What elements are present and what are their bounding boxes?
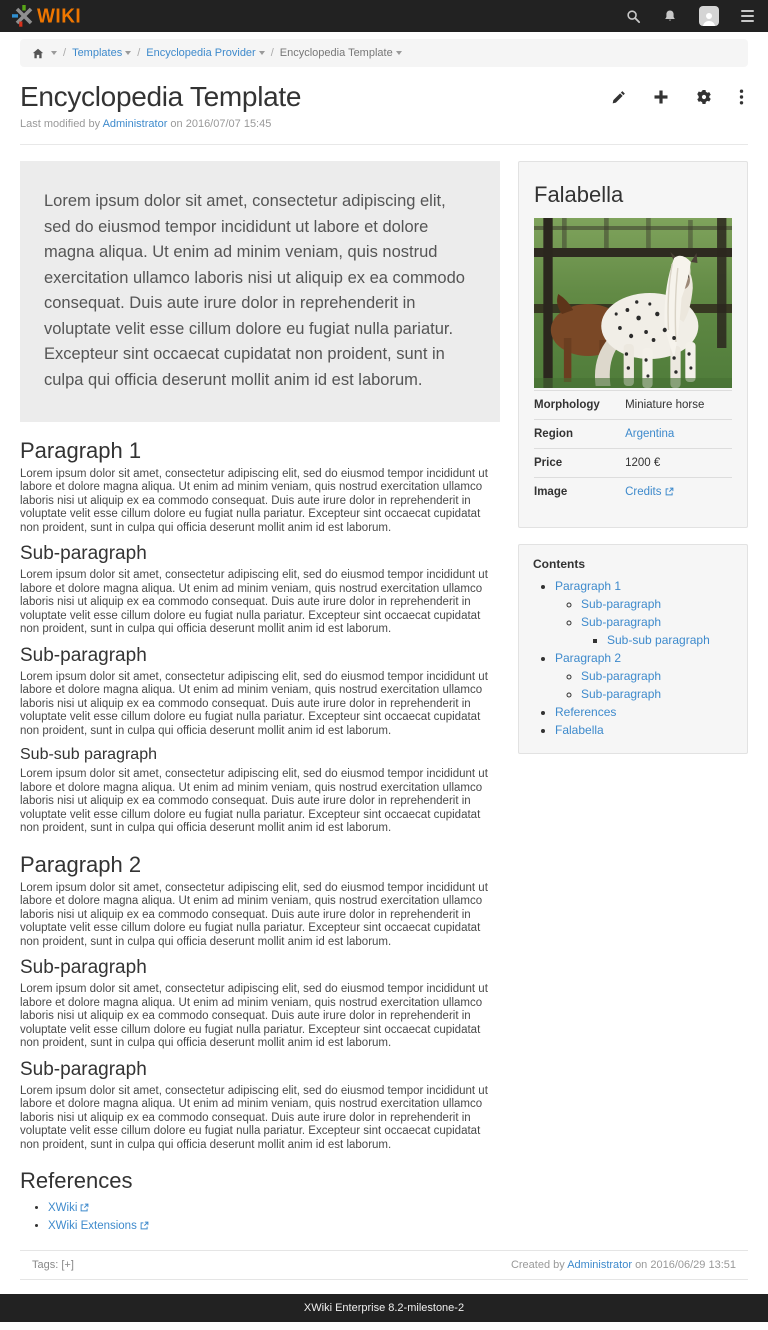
- toc-link-paragraph-2[interactable]: Paragraph 2: [555, 651, 622, 665]
- breadcrumb-separator: /: [63, 47, 67, 59]
- create-plus-icon[interactable]: [653, 89, 669, 105]
- breadcrumb-item-current[interactable]: Encyclopedia Template: [279, 47, 393, 59]
- infobox-row-value: 1200 €: [625, 457, 661, 469]
- table-row: [534, 420, 732, 449]
- references-list: [48, 1200, 500, 1236]
- infobox-table: [534, 390, 732, 507]
- external-link-icon: [80, 1201, 89, 1218]
- list-item: [555, 649, 733, 703]
- section-heading-sub-paragraph: Sub-paragraph: [20, 644, 147, 666]
- table-row: [534, 449, 732, 478]
- xwiki-logo[interactable]: [12, 5, 81, 27]
- document-content: [20, 161, 500, 1236]
- infobox-title: Falabella: [534, 182, 624, 207]
- last-modified-meta: Last modified by Administrator on 2016/07/07 15:45: [20, 118, 272, 130]
- section-body: Lorem ipsum dolor sit amet, consectetur adipiscing elit, sed do eiusmod tempor incididunt ut labore et dolore magna aliqua. Ut enim ad minim veniam, quis nostrud exercitation ullamco laboris nisi ut aliquip ex ea commodo consequat. Duis aute irure dolor in reprehenderit in voluptate velit esse cillum dolore eu fugiat nulla pariatur. Excepteur sint occaecat cupidatat non proident, sunt in culpa qui officia deserunt mollit anim id est laborum.: [20, 881, 488, 948]
- infobox-row-value: Miniature horse: [625, 399, 705, 411]
- version-bar: [0, 1294, 768, 1322]
- section-heading-sub-paragraph: Sub-paragraph: [20, 543, 147, 564]
- section-heading-sub-paragraph: Sub-paragraph: [20, 957, 147, 978]
- document-footer: [20, 1250, 748, 1280]
- list-item: [581, 667, 733, 685]
- list-item: [581, 595, 733, 613]
- section-body: Lorem ipsum dolor sit amet, consectetur adipiscing elit, sed do eiusmod tempor incididunt ut labore et dolore magna aliqua. Ut enim ad minim veniam, quis nostrud exercitation ullamco laboris nisi ut aliquip ex ea commodo consequat. Duis aute irure dolor in reprehenderit in voluptate velit esse cillum dolore eu fugiat nulla pariatur. Excepteur sint occaecat cupidatat non proident, sunt in culpa qui officia deserunt mollit anim id est laborum.: [20, 670, 488, 737]
- drawer-menu-icon[interactable]: [741, 10, 754, 22]
- falabella-horse-image: [534, 218, 732, 388]
- home-icon[interactable]: [32, 48, 44, 59]
- toc-link-sub-sub-paragraph[interactable]: Sub-sub paragraph: [607, 633, 710, 647]
- xwiki-logo-x-icon: [12, 5, 36, 27]
- contents-panel: [518, 544, 748, 754]
- breadcrumb: [20, 39, 748, 67]
- breadcrumb-caret-icon[interactable]: [259, 51, 265, 55]
- list-item: [581, 685, 733, 703]
- reference-link-xwiki[interactable]: XWiki: [48, 1202, 78, 1214]
- home-caret-icon[interactable]: [51, 51, 57, 55]
- breadcrumb-item-encyclopedia-provider[interactable]: Encyclopedia Provider: [146, 47, 256, 59]
- contents-title: Contents: [533, 557, 585, 571]
- section-heading-sub-sub-paragraph: Sub-sub paragraph: [20, 746, 157, 763]
- section-body: Lorem ipsum dolor sit amet, consectetur adipiscing elit, sed do eiusmod tempor incididunt ut labore et dolore magna aliqua. Ut enim ad minim veniam, quis nostrud exercitation ullamco laboris nisi ut aliquip ex ea commodo consequat. Duis aute irure dolor in reprehenderit in voluptate velit esse cillum dolore eu fugiat nulla pariatur. Excepteur sint occaecat cupidatat non proident, sunt in culpa qui officia deserunt mollit anim id est laborum.: [20, 467, 488, 534]
- section-heading-references: References: [20, 1168, 133, 1193]
- breadcrumb-caret-icon[interactable]: [125, 51, 131, 55]
- external-link-icon: [665, 487, 674, 499]
- section-heading-sub-paragraph: Sub-paragraph: [20, 1058, 147, 1080]
- add-tag-button[interactable]: [+]: [61, 1259, 74, 1271]
- infobox-row-label: Price: [534, 457, 563, 469]
- breadcrumb-item-templates[interactable]: Templates: [72, 47, 123, 59]
- reference-link-xwiki-extensions[interactable]: XWiki Extensions: [48, 1220, 137, 1232]
- breadcrumb-separator: /: [270, 47, 274, 59]
- list-item: [555, 703, 733, 721]
- edit-pencil-icon[interactable]: [611, 90, 626, 105]
- modified-by-user-link[interactable]: Administrator: [102, 118, 168, 130]
- breadcrumb-caret-icon[interactable]: [396, 51, 402, 55]
- lead-paragraph-box: Lorem ipsum dolor sit amet, consectetur adipiscing elit, sed do eiusmod tempor incididunt ut labore et dolore magna aliqua. Ut enim ad minim veniam, quis nostrud exercitation ullamco laboris nisi ut aliquip ex ea commodo consequat. Duis aute irure dolor in reprehenderit in voluptate velit esse cillum dolore eu fugiat nulla pariatur. Excepteur sint occaecat cupidatat non proident, sunt in culpa qui officia deserunt mollit anim id est laborum.: [20, 161, 500, 422]
- top-navbar: [0, 0, 768, 32]
- region-link[interactable]: Argentina: [625, 428, 675, 440]
- breadcrumb-separator: /: [137, 47, 141, 59]
- toc-link-falabella[interactable]: Falabella: [555, 723, 604, 737]
- tags-bar: [32, 1259, 74, 1271]
- page-header: [0, 67, 768, 130]
- created-meta: Created by Administrator on 2016/06/29 13:51: [510, 1259, 736, 1271]
- page-actions: [611, 81, 748, 105]
- search-icon[interactable]: [626, 9, 641, 24]
- toc-link-sub-paragraph[interactable]: Sub-paragraph: [581, 687, 662, 701]
- list-item: [607, 631, 733, 649]
- falabella-infobox-panel: [518, 161, 748, 528]
- settings-gear-icon[interactable]: [696, 89, 712, 105]
- page-title: Encyclopedia Template: [20, 81, 302, 112]
- list-item: [555, 721, 733, 739]
- list-item: [48, 1218, 500, 1236]
- table-row: [534, 391, 732, 420]
- infobox-row-label: Region: [534, 428, 573, 440]
- list-item: [555, 577, 733, 649]
- section-heading-paragraph-2: Paragraph 2: [20, 851, 142, 877]
- infobox-row-label: Morphology: [534, 399, 600, 411]
- toc-link-sub-paragraph[interactable]: Sub-paragraph: [581, 615, 662, 629]
- list-item: [581, 613, 733, 649]
- brand-text: WIKI: [37, 4, 82, 28]
- version-text: XWiki Enterprise 8.2-milestone-2: [303, 1302, 465, 1314]
- external-link-icon: [140, 1219, 149, 1236]
- tags-label: Tags:: [32, 1259, 59, 1271]
- toc-link-sub-paragraph[interactable]: Sub-paragraph: [581, 669, 662, 683]
- toc-link-references[interactable]: References: [555, 705, 617, 719]
- section-heading-paragraph-1: Paragraph 1: [20, 437, 142, 463]
- toc-link-paragraph-1[interactable]: Paragraph 1: [555, 579, 622, 593]
- section-body: Lorem ipsum dolor sit amet, consectetur adipiscing elit, sed do eiusmod tempor incididunt ut labore et dolore magna aliqua. Ut enim ad minim veniam, quis nostrud exercitation ullamco laboris nisi ut aliquip ex ea commodo consequat. Duis aute irure dolor in reprehenderit in voluptate velit esse cillum dolore eu fugiat nulla pariatur. Excepteur sint occaecat cupidatat non proident, sunt in culpa qui officia deserunt mollit anim id est laborum.: [20, 983, 488, 1049]
- user-avatar[interactable]: [699, 6, 719, 26]
- section-body: Lorem ipsum dolor sit amet, consectetur adipiscing elit, sed do eiusmod tempor incididunt ut labore et dolore magna aliqua. Ut enim ad minim veniam, quis nostrud exercitation ullamco laboris nisi ut aliquip ex ea commodo consequat. Duis aute irure dolor in reprehenderit in voluptate velit esse cillum dolore eu fugiat nulla pariatur. Excepteur sint occaecat cupidatat non proident, sunt in culpa qui officia deserunt mollit anim id est laborum.: [20, 569, 488, 635]
- table-row: [534, 478, 732, 508]
- more-actions-kebab-icon[interactable]: [739, 89, 744, 105]
- section-body: Lorem ipsum dolor sit amet, consectetur adipiscing elit, sed do eiusmod tempor incididunt ut labore et dolore magna aliqua. Ut enim ad minim veniam, quis nostrud exercitation ullamco laboris nisi ut aliquip ex ea commodo consequat. Duis aute irure dolor in reprehenderit in voluptate velit esse cillum dolore eu fugiat nulla pariatur. Excepteur sint occaecat cupidatat non proident, sunt in culpa qui officia deserunt mollit anim id est laborum.: [20, 768, 488, 834]
- list-item: [48, 1200, 500, 1218]
- image-credits-link[interactable]: Credits: [625, 486, 662, 498]
- notifications-bell-icon[interactable]: [663, 9, 677, 24]
- toc-link-sub-paragraph[interactable]: Sub-paragraph: [581, 597, 662, 611]
- infobox-row-label: Image: [534, 486, 568, 498]
- created-by-user-link[interactable]: Administrator: [567, 1259, 632, 1271]
- section-body: Lorem ipsum dolor sit amet, consectetur adipiscing elit, sed do eiusmod tempor incididunt ut labore et dolore magna aliqua. Ut enim ad minim veniam, quis nostrud exercitation ullamco laboris nisi ut aliquip ex ea commodo consequat. Duis aute irure dolor in reprehenderit in voluptate velit esse cillum dolore eu fugiat nulla pariatur. Excepteur sint occaecat cupidatat non proident, sunt in culpa qui officia deserunt mollit anim id est laborum.: [20, 1084, 488, 1151]
